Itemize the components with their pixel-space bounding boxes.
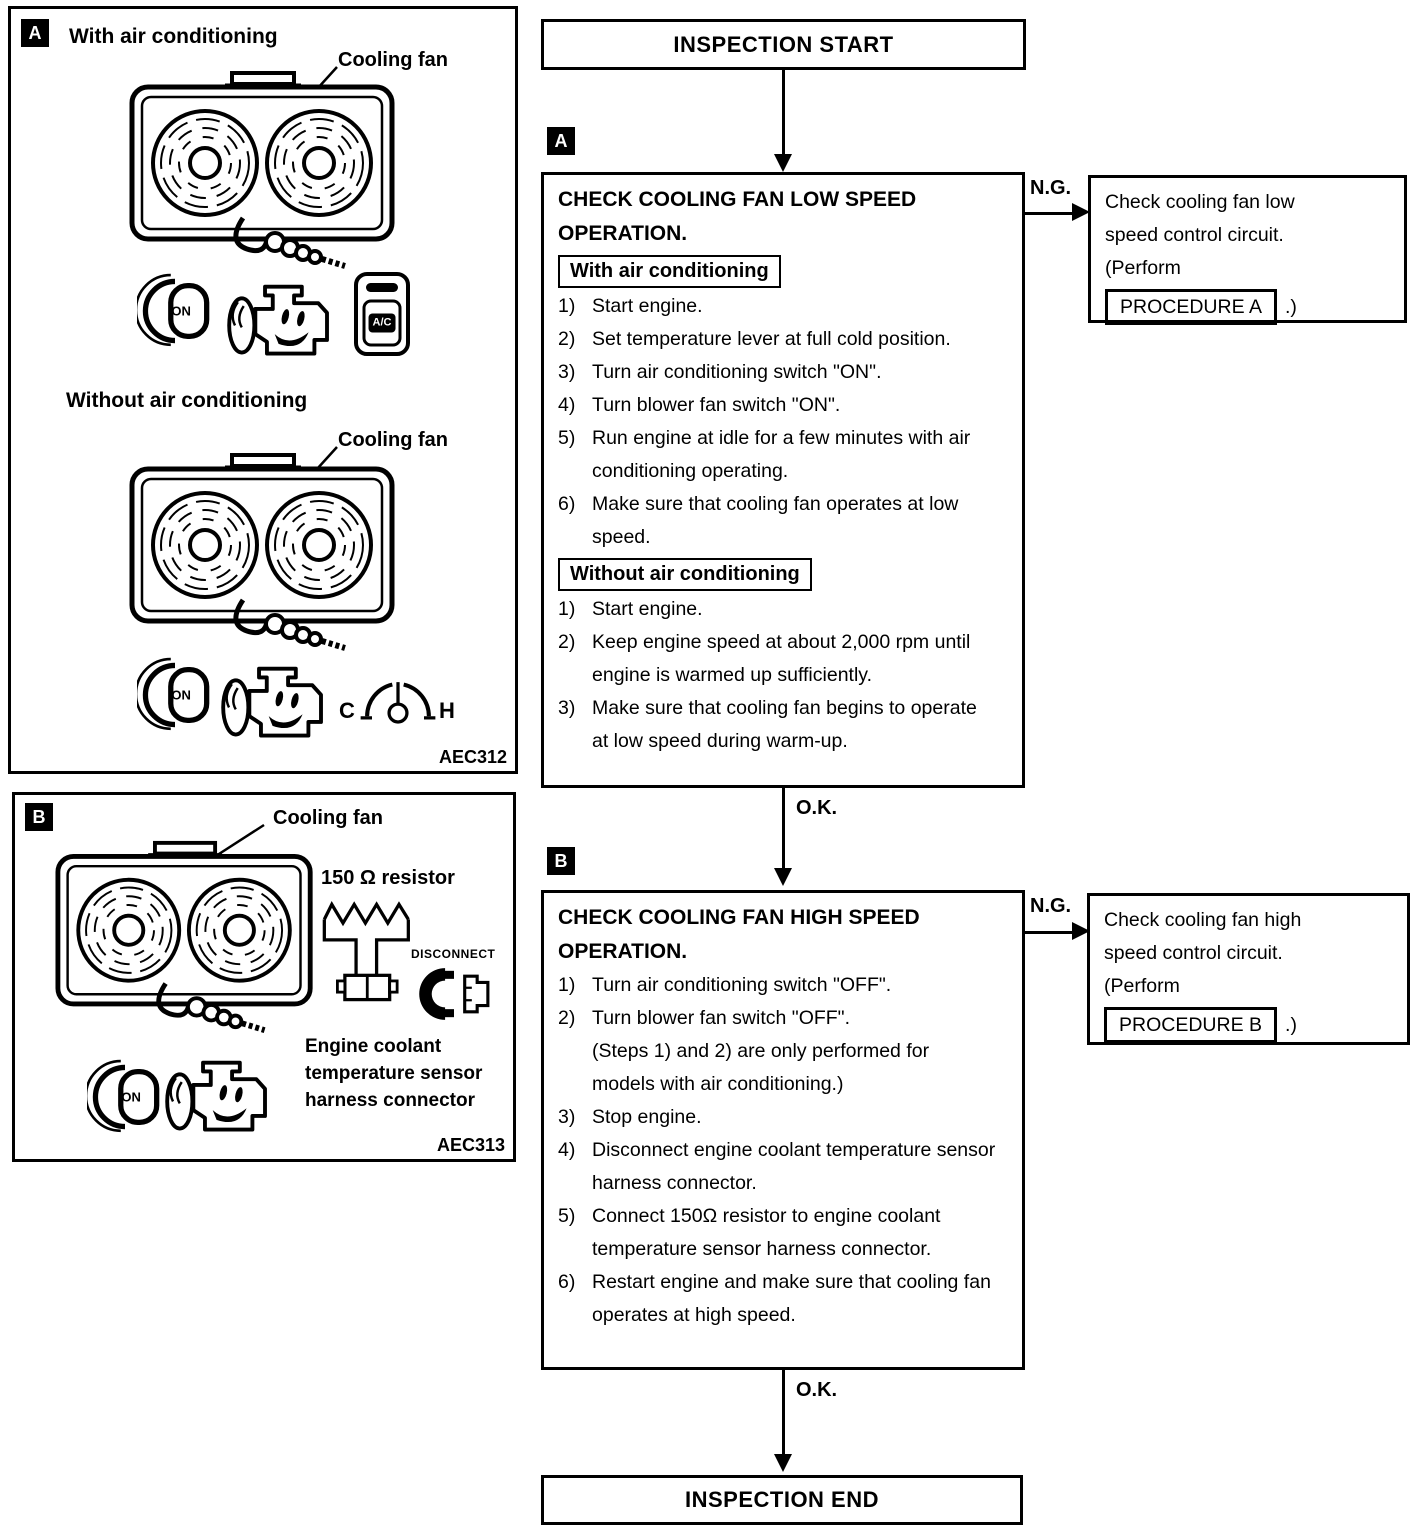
step-item: 1) Turn air conditioning switch "OFF". bbox=[558, 974, 892, 996]
figure-a-heading-without-ac: Without air conditioning bbox=[66, 389, 308, 412]
connector-caption bbox=[305, 1033, 482, 1114]
ng-text-line: Check cooling fan low bbox=[1105, 191, 1295, 213]
ignition-key-on-icon bbox=[137, 657, 213, 733]
connector-caption-line: Engine coolant bbox=[305, 1036, 442, 1057]
step-item: 3) Stop engine. bbox=[558, 1106, 702, 1128]
step-item: 5) Run engine at idle for a few minutes with air conditioning operating. bbox=[558, 427, 971, 482]
flow-connector-line bbox=[1025, 212, 1075, 215]
inspection-start-box: INSPECTION START bbox=[541, 19, 1026, 70]
check-low-speed-box bbox=[541, 172, 1025, 788]
ng-text-line: speed control circuit. bbox=[1104, 942, 1283, 964]
figure-b-corner-label: B bbox=[25, 803, 53, 831]
ng-text-line: Check cooling fan high bbox=[1104, 909, 1302, 931]
ng-text-line: (Perform bbox=[1104, 975, 1180, 997]
engine-icon bbox=[163, 1053, 275, 1145]
key-on-label: ON bbox=[121, 1089, 141, 1105]
ok-label: O.K. bbox=[796, 1379, 838, 1401]
connector-caption-line: harness connector bbox=[305, 1090, 475, 1111]
engine-icon bbox=[219, 659, 331, 751]
disconnect-label: DISCONNECT bbox=[411, 947, 496, 961]
cooling-fan-label: Cooling fan bbox=[273, 807, 383, 829]
section-with-ac: With air conditioning bbox=[558, 255, 781, 288]
procedure-row bbox=[1104, 1007, 1395, 1043]
ignition-key-on-icon bbox=[137, 273, 213, 349]
procedure-suffix: .) bbox=[1285, 1014, 1297, 1036]
cooling-fan-illustration bbox=[129, 451, 399, 653]
cooling-fan-label: Cooling fan bbox=[338, 49, 448, 71]
figure-b-code: AEC313 bbox=[436, 1135, 505, 1155]
figure-a-corner-label: A bbox=[21, 19, 49, 47]
flow-connector-line bbox=[1025, 931, 1075, 934]
step-item: 2) Keep engine speed at about 2,000 rpm until engine is warmed up sufficiently. bbox=[558, 631, 971, 686]
step-item: 3) Turn air conditioning switch "ON". bbox=[558, 361, 882, 383]
ignition-key-on-icon bbox=[87, 1059, 163, 1135]
step-a-title: CHECK COOLING FAN LOW SPEED OPERATION. bbox=[558, 188, 917, 245]
cooling-fan-illustration bbox=[55, 839, 317, 1035]
ng-result-box-a bbox=[1088, 175, 1407, 323]
inspection-end-box: INSPECTION END bbox=[541, 1475, 1023, 1525]
flow-connector-line bbox=[782, 1370, 785, 1456]
step-item: 4) Turn blower fan switch "ON". bbox=[558, 394, 841, 416]
cooling-fan-label: Cooling fan bbox=[338, 429, 448, 451]
step-item: 1) Start engine. bbox=[558, 598, 703, 620]
step-item: 5) Connect 150Ω resistor to engine coolant temperature sensor harness connector. bbox=[558, 1205, 941, 1260]
gauge-cold-label: C bbox=[339, 698, 355, 723]
check-high-speed-box bbox=[541, 890, 1025, 1370]
step-item: 4) Disconnect engine coolant temperature sensor harness connector. bbox=[558, 1139, 996, 1194]
figure-a-heading-with-ac: With air conditioning bbox=[69, 25, 278, 48]
flow-arrow-down-icon bbox=[774, 868, 792, 886]
ng-label: N.G. bbox=[1030, 177, 1072, 199]
procedure-a-box: PROCEDURE A bbox=[1105, 289, 1277, 325]
engine-icon bbox=[225, 277, 337, 369]
key-on-label: ON bbox=[171, 303, 191, 319]
figure-a-panel bbox=[8, 6, 518, 774]
flow-arrow-down-icon bbox=[774, 154, 792, 172]
resistor-label: 150 Ω resistor bbox=[321, 867, 455, 889]
procedure-b-box: PROCEDURE B bbox=[1104, 1007, 1277, 1043]
flow-step-a-label: A bbox=[547, 127, 575, 155]
ng-text-line: (Perform bbox=[1105, 257, 1181, 279]
key-on-label: ON bbox=[171, 687, 191, 703]
step-item: 2) Set temperature lever at full cold position. bbox=[558, 328, 951, 350]
step-item: 6) Make sure that cooling fan operates at low speed. bbox=[558, 493, 959, 548]
flow-connector-line bbox=[782, 788, 785, 870]
ng-result-box-b bbox=[1087, 893, 1410, 1045]
step-item: 1) Start engine. bbox=[558, 295, 703, 317]
ok-label: O.K. bbox=[796, 797, 838, 819]
disconnect-connector-icon bbox=[413, 965, 495, 1023]
step-b-title: CHECK COOLING FAN HIGH SPEED OPERATION. bbox=[558, 906, 920, 963]
step-item: 6) Restart engine and make sure that cooling fan operates at high speed. bbox=[558, 1271, 991, 1326]
temperature-gauge-icon bbox=[359, 675, 437, 725]
ac-switch-label: A/C bbox=[369, 313, 396, 332]
flow-connector-line bbox=[782, 70, 785, 156]
ng-label: N.G. bbox=[1030, 895, 1072, 917]
section-without-ac: Without air conditioning bbox=[558, 558, 812, 591]
step-item: (Steps 1) and 2) are only performed for models with air conditioning.) bbox=[592, 1040, 930, 1095]
flow-arrow-down-icon bbox=[774, 1454, 792, 1472]
ng-text-line: speed control circuit. bbox=[1105, 224, 1284, 246]
cooling-fan-illustration bbox=[129, 69, 399, 271]
procedure-row bbox=[1105, 289, 1392, 325]
figure-b-panel bbox=[12, 792, 516, 1162]
procedure-suffix: .) bbox=[1284, 296, 1297, 318]
flow-step-b-label: B bbox=[547, 847, 575, 875]
figure-a-code: AEC312 bbox=[438, 747, 507, 767]
step-item: 2) Turn blower fan switch "OFF". bbox=[558, 1007, 851, 1029]
connector-caption-line: temperature sensor bbox=[305, 1063, 483, 1084]
gauge-hot-label: H bbox=[439, 698, 455, 723]
ac-switch-icon bbox=[353, 271, 411, 357]
step-item: 3) Make sure that cooling fan begins to operate at low speed during warm-up. bbox=[558, 697, 977, 752]
